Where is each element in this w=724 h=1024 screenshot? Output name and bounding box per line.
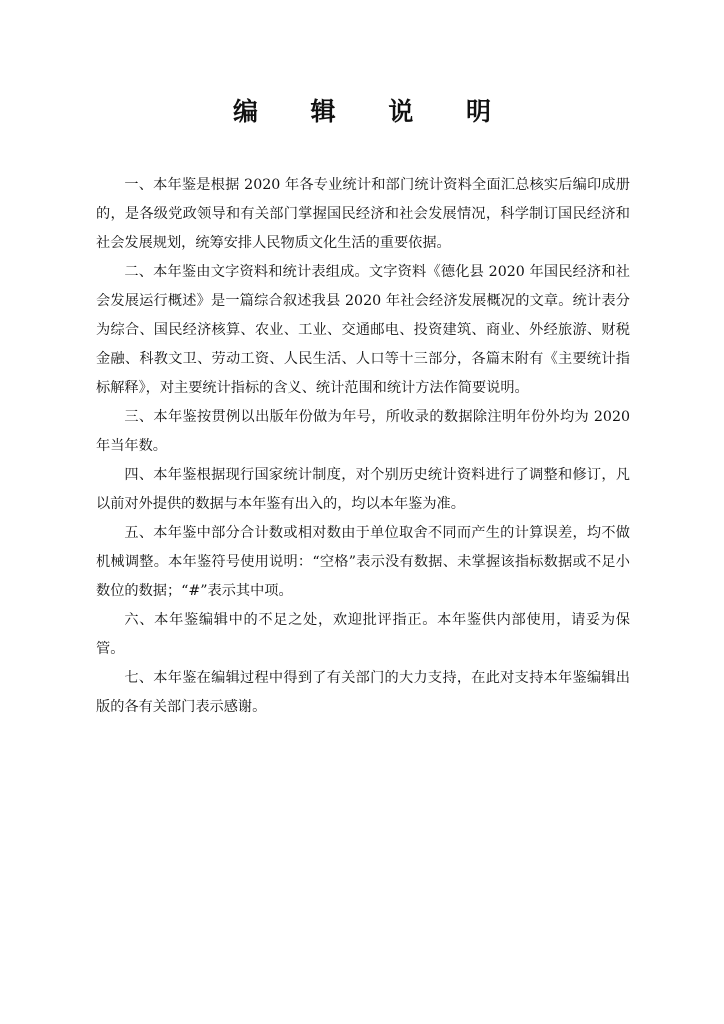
paragraph-3: 三、本年鉴按贯例以出版年份做为年号，所收录的数据除注明年份外均为 2020 年当年数。 <box>96 409 630 454</box>
page-title: 编 辑 说 明 <box>232 97 514 126</box>
paragraph-7: 七、本年鉴在编辑过程中得到了有关部门的大力支持，在此对支持本年鉴编辑出版的各有关部门表示感谢。 <box>96 670 630 715</box>
paragraph-4: 四、本年鉴根据现行国家统计制度，对个别历史统计资料进行了调整和修订，凡以前对外提供的数据与本年鉴有出入的，均以本年鉴为准。 <box>96 467 630 512</box>
paragraph-6: 六、本年鉴编辑中的不足之处，欢迎批评指正。本年鉴供内部使用，请妥为保管。 <box>96 612 630 657</box>
paragraph-2: 二、本年鉴由文字资料和统计表组成。文字资料《德化县 2020 年国民经济和社会发展运行概述》是一篇综合叙述我县 2020 年社会经济发展概况的文章。统计表分为综合、国民经济核算、农业、工业、交通邮电、投资建筑、商业、外经旅游、财税金融、科教文卫、劳动工资、人民生活、人口等十三部分，各篇末附有《主要统计指标解释》，对主要统计指标的含义、统计范围和统计方法作简要说明。 <box>96 264 630 396</box>
paragraph-5: 五、本年鉴中部分合计数或相对数由于单位取舍不同而产生的计算误差，均不做机械调整。本年鉴符号使用说明：“空格”表示没有数据、未掌握该指标数据或不足小数位的数据；“#”表示其中项。 <box>96 525 630 599</box>
paragraph-1: 一、本年鉴是根据 2020 年各专业统计和部门统计资料全面汇总核实后编印成册的，是各级党政领导和有关部门掌握国民经济和社会发展情况，科学制订国民经济和社会发展规划，统筹安排人民物质文化生活的重要依据。 <box>96 177 630 251</box>
document-body <box>96 171 630 722</box>
